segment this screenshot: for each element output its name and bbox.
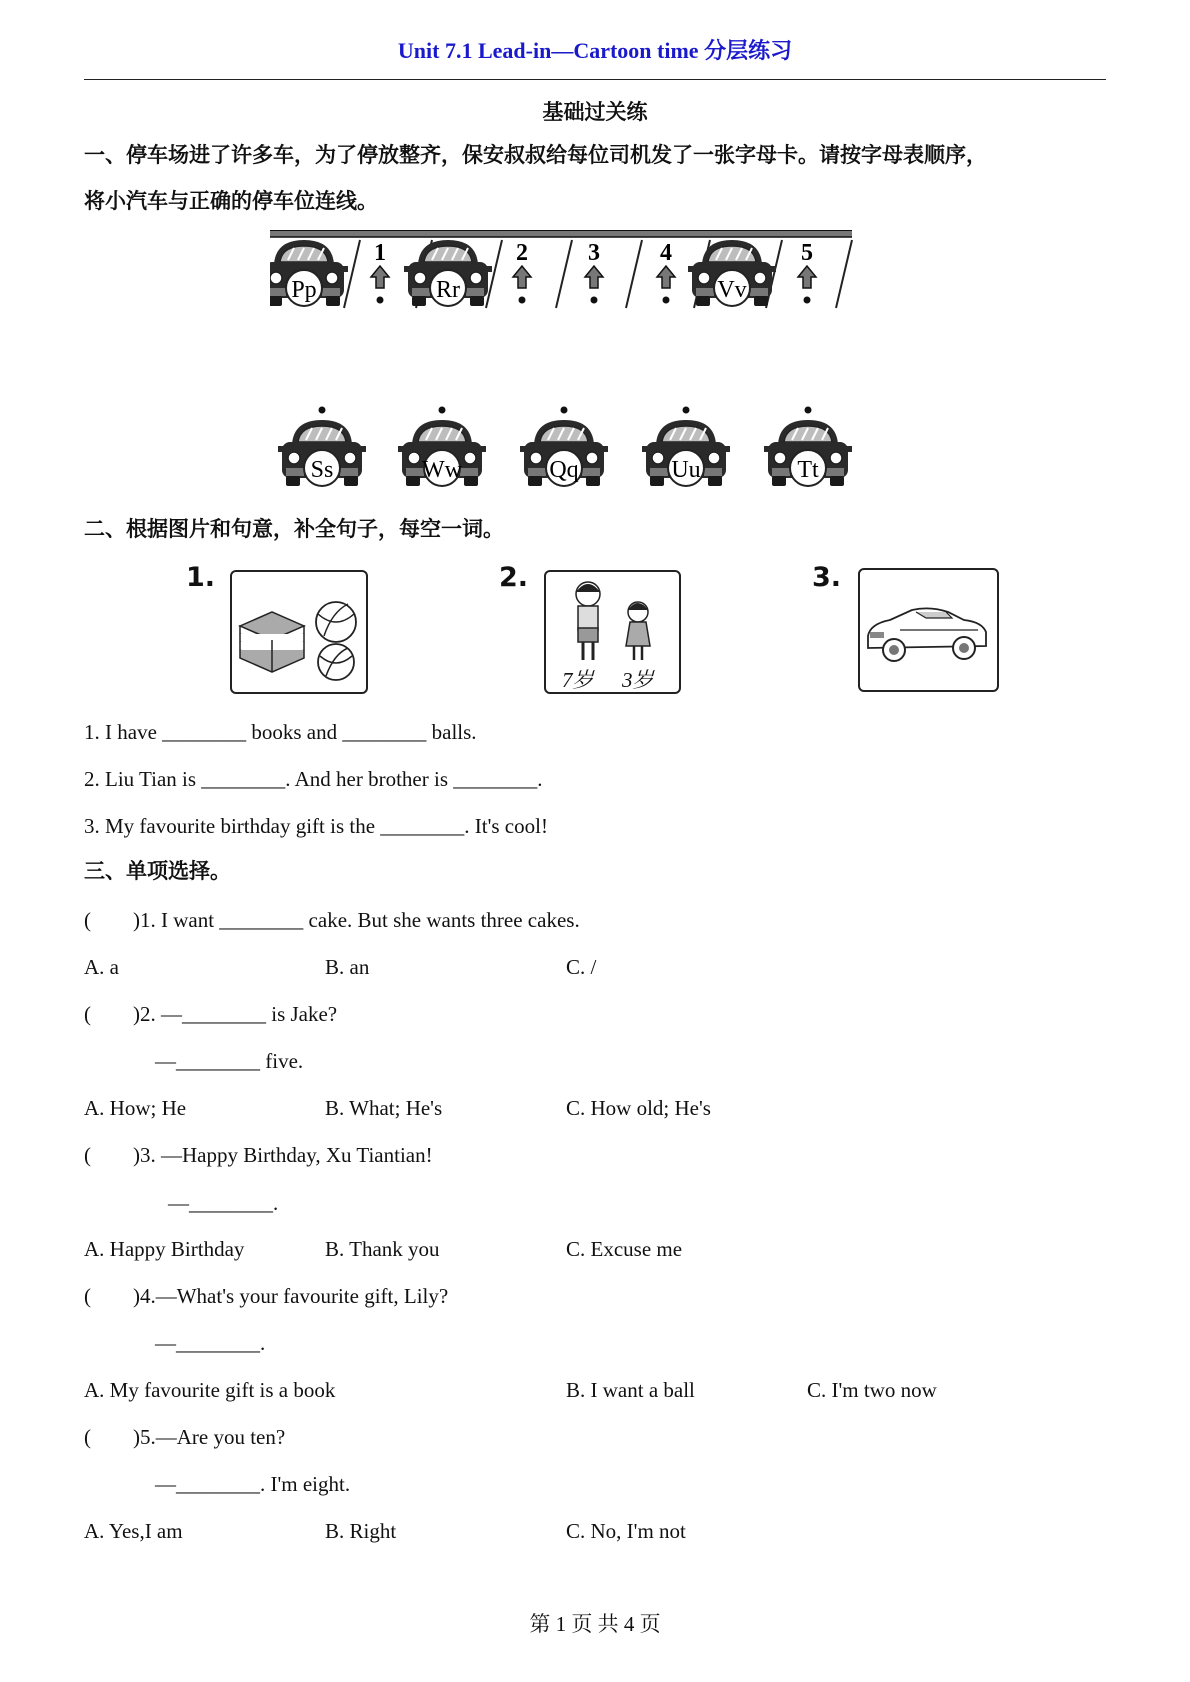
option-b: B. an: [325, 955, 370, 979]
q2-instruction: 二、根据图片和句意，补全句子，每空一词。: [84, 517, 504, 541]
spot-number: 3: [588, 240, 600, 266]
books-and-balls-icon: [232, 572, 366, 692]
waiting-car-label: Qq: [549, 457, 579, 483]
option-b: B. What; He's: [325, 1096, 443, 1120]
up-arrow-icon: [585, 266, 603, 304]
section-title: 基础过关练: [542, 100, 648, 124]
waiting-car-label: Uu: [671, 457, 701, 483]
waiting-car-label: Tt: [797, 457, 819, 483]
waiting-car-label: Ww: [422, 457, 462, 483]
q2-sentence: 1. I have ________ books and ________ balls.: [84, 720, 477, 744]
sports-car-icon: [860, 570, 997, 690]
q3-question: ( )5.—Are you ten?: [84, 1425, 286, 1449]
q3-answer-line: —________.: [155, 1331, 266, 1355]
option-a: A. Yes,I am: [84, 1519, 183, 1543]
q2-sentence: 2. Liu Tian is ________. And her brother is ________.: [84, 767, 543, 791]
picture-sports-car: [858, 568, 999, 692]
spot-number: 4: [660, 240, 672, 266]
header-divider: [84, 79, 1106, 80]
document-title: Unit 7.1 Lead-in—Cartoon time 分层练习: [397, 38, 793, 63]
option-c: C. No, I'm not: [566, 1519, 686, 1543]
option-a: A. How; He: [84, 1096, 187, 1120]
option-a: A. Happy Birthday: [84, 1237, 245, 1261]
option-c: C. I'm two now: [807, 1378, 937, 1402]
age-label-boy: 7岁: [562, 668, 594, 692]
picture-number: 3.: [812, 562, 842, 593]
option-a: A. a: [84, 955, 119, 979]
option-c: C. How old; He's: [566, 1096, 711, 1120]
parked-car-label: Vv: [717, 277, 747, 303]
q3-question: ( )1. I want ________ cake. But she wants three cakes.: [84, 908, 580, 932]
up-arrow-icon: [513, 266, 531, 304]
parked-car-label: Pp: [291, 277, 317, 303]
parked-car-label: Rr: [436, 277, 460, 303]
q3-question: ( )3. —Happy Birthday, Xu Tiantian!: [84, 1143, 433, 1167]
picture-number: 2.: [499, 562, 529, 593]
spot-number: 1: [374, 240, 386, 266]
up-arrow-icon: [371, 266, 389, 304]
q2-sentence: 3. My favourite birthday gift is the ________. It's cool!: [84, 814, 548, 838]
spot-number: 2: [516, 240, 528, 266]
q3-answer-line: —________. I'm eight.: [155, 1472, 351, 1496]
waiting-car-label: Ss: [310, 457, 334, 483]
option-c: C. Excuse me: [566, 1237, 683, 1261]
picture-books-balls: [230, 570, 368, 694]
option-b: B. Thank you: [325, 1237, 440, 1261]
option-a: A. My favourite gift is a book: [84, 1378, 336, 1402]
q1-instruction-line1: 一、停车场进了许多车，为了停放整齐，保安叔叔给每位司机发了一张字母卡。请按字母表顺序，: [84, 143, 987, 167]
q3-instruction: 三、单项选择。: [84, 859, 231, 883]
q3-question: ( )4.—What's your favourite gift, Lily?: [84, 1284, 449, 1308]
q1-instruction-line2: 将小汽车与正确的停车位连线。: [84, 189, 378, 213]
q3-answer-line: —________ five.: [155, 1049, 304, 1073]
up-arrow-icon: [657, 266, 675, 304]
option-b: B. I want a ball: [566, 1378, 695, 1402]
picture-number: 1.: [186, 562, 216, 593]
up-arrow-icon: [798, 266, 816, 304]
option-c: C. /: [566, 955, 597, 979]
age-label-girl: 3岁: [622, 668, 654, 692]
parking-lot-illustration: [270, 230, 920, 500]
spot-number: 5: [801, 240, 813, 266]
q3-answer-line: —________.: [168, 1191, 279, 1215]
page-footer: 第 1 页 共 4 页: [529, 1612, 661, 1636]
q3-question: ( )2. —________ is Jake?: [84, 1002, 338, 1026]
picture-children-ages: [544, 570, 681, 694]
option-b: B. Right: [325, 1519, 397, 1543]
